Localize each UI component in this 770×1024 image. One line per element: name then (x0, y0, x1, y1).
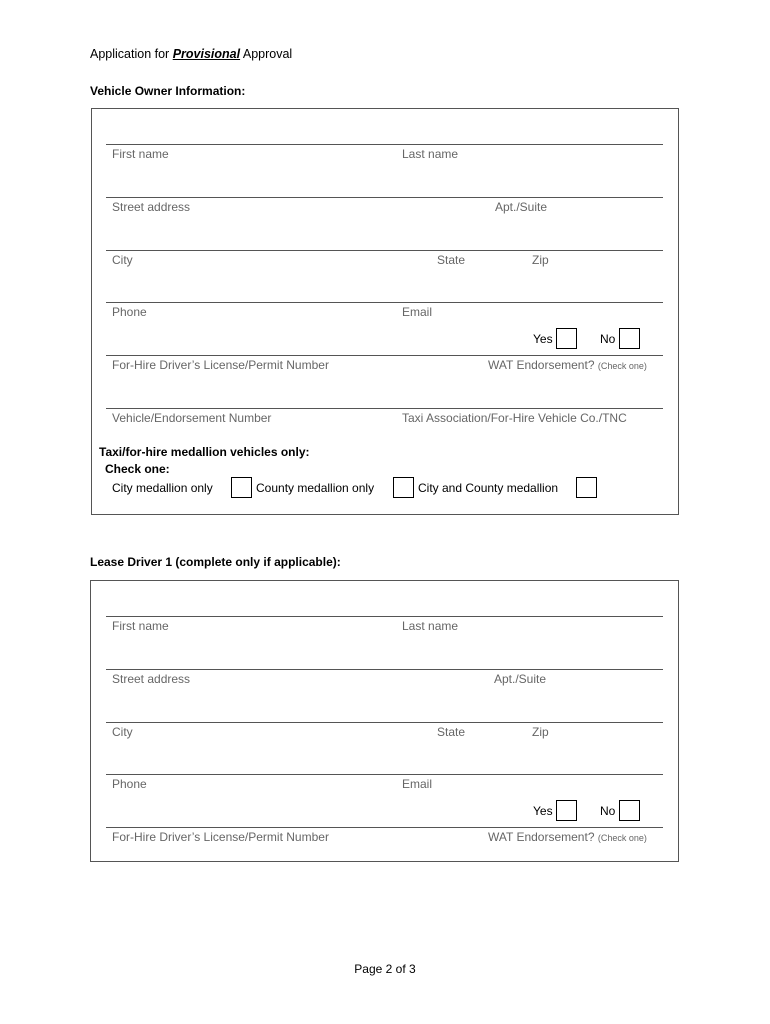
email-label: Email (402, 305, 433, 319)
wat-check-one-note: (Check one) (597, 361, 647, 371)
lease-street-address-field[interactable] (106, 669, 663, 670)
wat-no-checkbox[interactable] (619, 328, 640, 349)
lease-wat-yes-checkbox[interactable] (556, 800, 577, 821)
lease-state-label: State (437, 725, 466, 739)
lease-last-name-label: Last name (402, 619, 459, 633)
lease-section-heading: Lease Driver 1 (complete only if applicable): (90, 555, 341, 569)
apt-suite-label: Apt./Suite (495, 200, 548, 214)
wat-endorsement-label (488, 358, 647, 372)
wat-yes-checkbox[interactable] (556, 328, 577, 349)
lease-city-field[interactable] (106, 722, 663, 723)
lease-wat-no-label: No (600, 804, 616, 818)
wat-yes-label: Yes (533, 332, 553, 346)
lease-street-address-label: Street address (112, 672, 191, 686)
lease-first-name-label: First name (112, 619, 169, 633)
lease-wat-endorsement-label (488, 830, 647, 844)
owner-section-heading: Vehicle Owner Information: (90, 84, 246, 98)
county-medallion-label: County medallion only (256, 481, 375, 495)
association-label: Taxi Association/For-Hire Vehicle Co./TNC (402, 411, 627, 425)
wat-no-label: No (600, 332, 616, 346)
lease-phone-label: Phone (112, 777, 147, 791)
county-medallion-checkbox[interactable] (393, 477, 414, 498)
lease-wat-yes-label: Yes (533, 804, 553, 818)
lease-wat-endorsement-text: WAT Endorsement? (488, 830, 598, 844)
lease-wat-no-checkbox[interactable] (619, 800, 640, 821)
owner-form-box (91, 108, 679, 515)
lease-first-name-field[interactable] (106, 616, 663, 617)
city-medallion-label: City medallion only (112, 481, 213, 495)
first-name-field[interactable] (106, 144, 663, 145)
lease-license-number-label: For-Hire Driver’s License/Permit Number (112, 830, 329, 844)
lease-city-label: City (112, 725, 133, 739)
lease-apt-suite-label: Apt./Suite (494, 672, 547, 686)
lease-zip-label: Zip (532, 725, 549, 739)
vehicle-number-label: Vehicle/Endorsement Number (112, 411, 272, 425)
lease-form-box (90, 580, 679, 862)
title-suffix: Approval (240, 47, 293, 61)
title-prefix: Application for (90, 47, 173, 61)
zip-label: Zip (532, 253, 549, 267)
city-county-medallion-label: City and County medallion (418, 481, 559, 495)
city-county-medallion-checkbox[interactable] (576, 477, 597, 498)
document-title (90, 47, 292, 61)
street-address-label: Street address (112, 200, 191, 214)
wat-endorsement-text: WAT Endorsement? (488, 358, 598, 372)
state-label: State (437, 253, 466, 267)
check-one-label: Check one: (105, 462, 170, 476)
lease-license-number-field[interactable] (106, 827, 663, 828)
lease-phone-field[interactable] (106, 774, 663, 775)
street-address-field[interactable] (106, 197, 663, 198)
title-emphasis: Provisional (172, 47, 241, 61)
city-field[interactable] (106, 250, 663, 251)
page-number: Page 2 of 3 (354, 962, 416, 976)
medallion-heading: Taxi/for-hire medallion vehicles only: (99, 445, 310, 459)
phone-field[interactable] (106, 302, 663, 303)
city-label: City (112, 253, 133, 267)
lease-wat-check-one-note: (Check one) (597, 833, 647, 843)
first-name-label: First name (112, 147, 169, 161)
license-number-field[interactable] (106, 355, 663, 356)
last-name-label: Last name (402, 147, 459, 161)
phone-label: Phone (112, 305, 147, 319)
city-medallion-checkbox[interactable] (231, 477, 252, 498)
vehicle-number-field[interactable] (106, 408, 663, 409)
lease-email-label: Email (402, 777, 433, 791)
license-number-label: For-Hire Driver’s License/Permit Number (112, 358, 329, 372)
